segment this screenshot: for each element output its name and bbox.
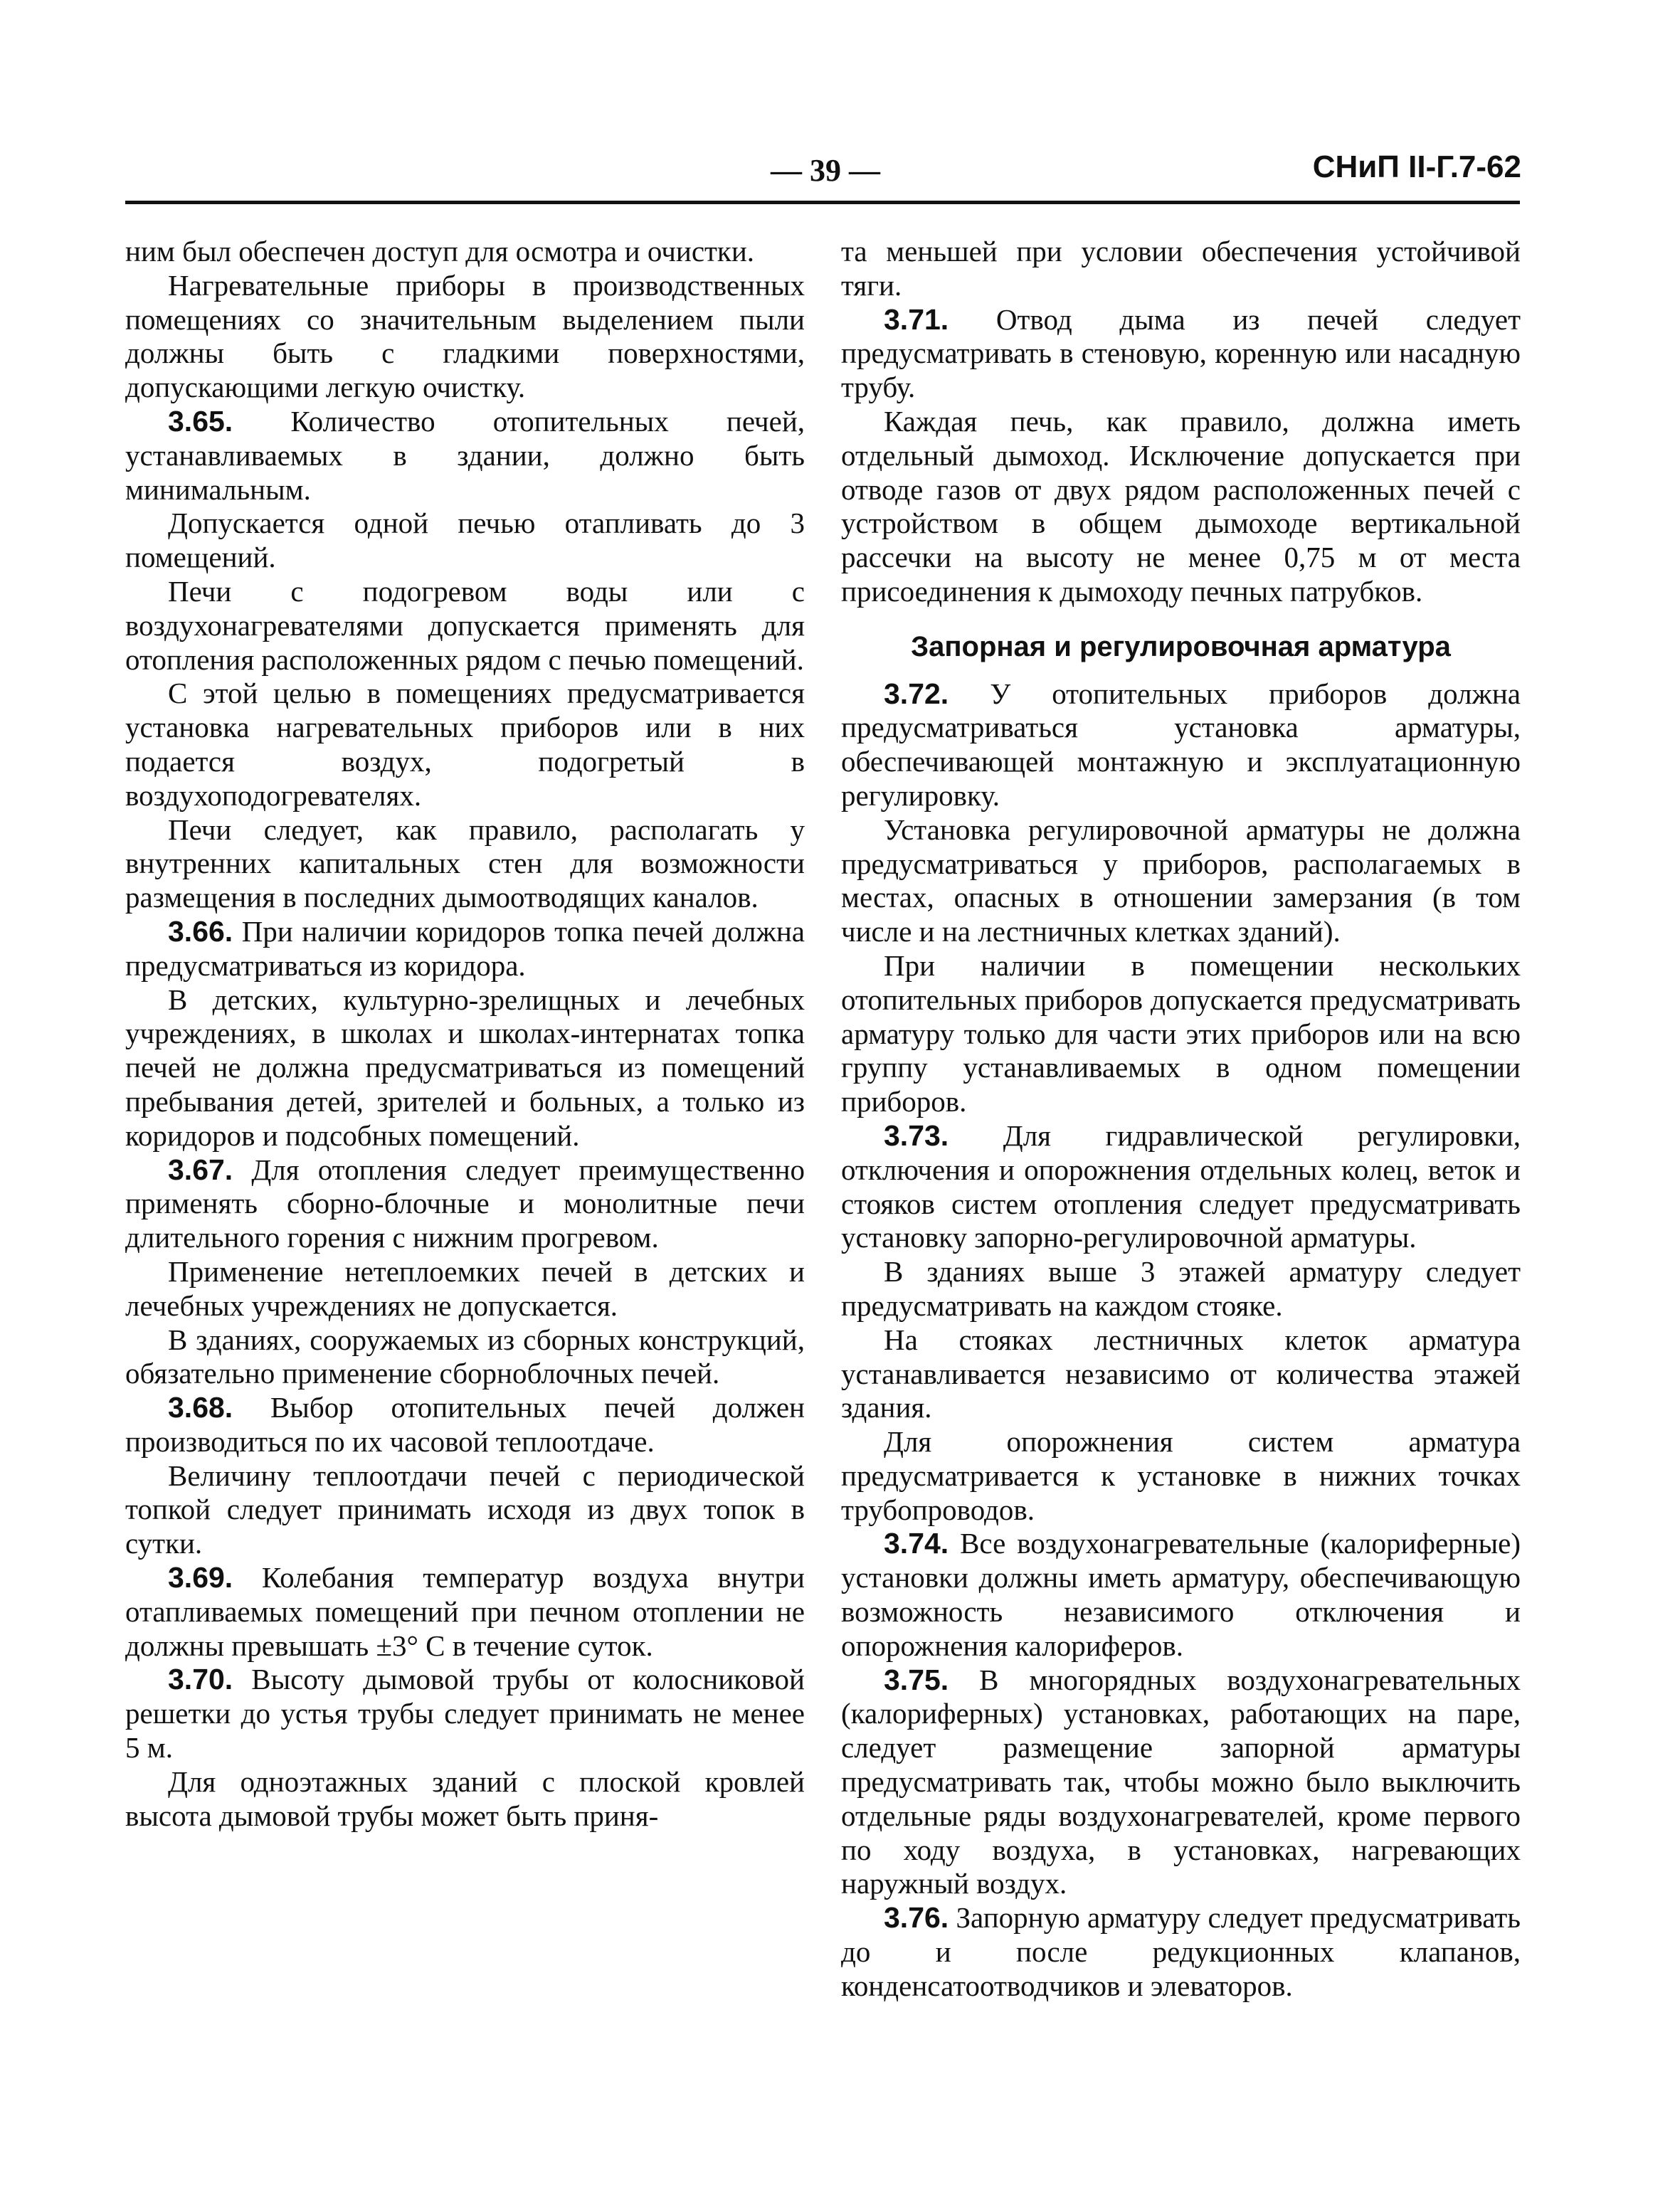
document-code: СНиП II-Г.7-62 bbox=[1312, 149, 1521, 184]
paragraph bbox=[125, 915, 805, 983]
paragraph bbox=[841, 677, 1521, 813]
paragraph-text: Запорную арматуру следует предусматривать до и после редукционных клапанов, конденсатоотводчиков и элеваторов. bbox=[841, 1901, 1521, 2002]
paragraph-text: С этой целью в помещениях предусматривается установка нагревательных приборов или в них подается воздух, подогретый в воздухоподогревателях. bbox=[125, 677, 805, 812]
paragraph-text: Допускается одной печью отапливать до 3 помещений. bbox=[125, 507, 805, 574]
paragraph-text: На стояках лестничных клеток арматура устанавливается независимо от количества этажей здания. bbox=[841, 1323, 1521, 1424]
paragraph-text: У отопительных приборов должна предусматриваться установка арматуры, обеспечивающей монтажную и эксплуатационную регулировку. bbox=[841, 677, 1521, 812]
paragraph-text: Для одноэтажных зданий с плоской кровлей высота дымовой трубы может быть приня- bbox=[125, 1765, 805, 1832]
paragraph bbox=[125, 1255, 805, 1323]
clause-number: 3.75. bbox=[884, 1663, 949, 1696]
paragraph bbox=[125, 813, 805, 915]
paragraph bbox=[125, 983, 805, 1153]
header-rule bbox=[125, 201, 1520, 204]
paragraph bbox=[841, 949, 1521, 1119]
paragraph-text: Для отопления следует преимущественно применять сборно-блочные и монолитные печи длительного горения с нижним прогревом. bbox=[125, 1153, 805, 1254]
paragraph-text: В многорядных воздухонагревательных (калориферных) установках, работающих на паре, следует размещение запорной арматуры предусматривать так, чтобы можно было выключить отдельные ряды воздухонагревателей, кроме первого по ходу воздуха, в установках, нагревающих наружный воздух. bbox=[841, 1663, 1521, 1900]
paragraph-text: Отвод дыма из печей следует предусматривать в стеновую, коренную или насадную трубу. bbox=[841, 302, 1521, 404]
clause-number: 3.67. bbox=[168, 1153, 233, 1186]
paragraph bbox=[841, 1663, 1521, 1902]
paragraph bbox=[125, 507, 805, 575]
paragraph-text: В детских, культурно-зрелищных и лечебных учреждениях, в школах и школах-интернатах топка печей не должна предусматриваться из помещений пребывания детей, зрителей и больных, а только из коридоров и подсобных помещений. bbox=[125, 983, 805, 1152]
paragraph bbox=[125, 1561, 805, 1663]
clause-number: 3.73. bbox=[884, 1118, 949, 1152]
clause-number: 3.70. bbox=[168, 1663, 233, 1696]
paragraph bbox=[125, 1391, 805, 1459]
clause-number: 3.65. bbox=[168, 404, 233, 438]
paragraph-text: Колебания температур воздуха внутри отапливаемых помещений при печном отоплении не должны превышать ±3° C в течение суток. bbox=[125, 1561, 805, 1662]
paragraph bbox=[841, 405, 1521, 609]
clause-number: 3.68. bbox=[168, 1391, 233, 1424]
paragraph-text: Величину теплоотдачи печей с периодической топкой следует принимать исходя из двух топок в сутки. bbox=[125, 1459, 805, 1560]
paragraph bbox=[841, 813, 1521, 949]
clause-number: 3.72. bbox=[884, 677, 949, 710]
paragraph-text: При наличии коридоров топка печей должна предусматриваться из коридора. bbox=[125, 914, 805, 982]
paragraph-text: Каждая печь, как правило, должна иметь отдельный дымоход. Исключение допускается при отводе газов от двух рядом расположенных печей с устройством в общем дымоходе вертикальной рассечки на высоту не менее 0,75 м от места присоединения к дымоходу печных патрубков. bbox=[841, 404, 1521, 608]
clause-number: 3.71. bbox=[884, 302, 949, 336]
paragraph bbox=[125, 575, 805, 677]
clause-number: 3.74. bbox=[884, 1527, 949, 1560]
paragraph-text: При наличии в помещении нескольких отопительных приборов допускается предусматривать арматуру только для части этих приборов или на всю группу устанавливаемых в одном помещении приборов. bbox=[841, 948, 1521, 1118]
paragraph bbox=[125, 1663, 805, 1765]
paragraph-text: Выбор отопительных печей должен производиться по их часовой теплоотдаче. bbox=[125, 1391, 805, 1458]
paragraph-text: Для опорожнения систем арматура предусматривается к установке в нижних точках трубопроводов. bbox=[841, 1425, 1521, 1526]
paragraph bbox=[841, 1255, 1521, 1323]
paragraph-text: В зданиях, сооружаемых из сборных конструкций, обязательно применение сборноблочных печей. bbox=[125, 1323, 805, 1390]
paragraph-text: Для гидравлической регулировки, отключения и опорожнения отдельных колец, веток и стояков систем отопления следует предусматривать установку запорно-регулировочной арматуры. bbox=[841, 1118, 1521, 1254]
left-column bbox=[125, 235, 805, 1833]
page-number: — 39 — bbox=[771, 153, 880, 188]
clause-number: 3.76. bbox=[884, 1901, 949, 1935]
right-column bbox=[841, 235, 1521, 2004]
paragraph-text: Количество отопительных печей, устанавливаемых в здании, должно быть минимальным. bbox=[125, 404, 805, 506]
paragraph bbox=[841, 1901, 1521, 2003]
paragraph bbox=[125, 269, 805, 405]
clause-number: 3.69. bbox=[168, 1561, 233, 1594]
paragraph bbox=[125, 235, 805, 269]
paragraph bbox=[841, 1323, 1521, 1425]
paragraph bbox=[125, 1765, 805, 1834]
paragraph bbox=[125, 405, 805, 507]
paragraph bbox=[841, 1119, 1521, 1255]
paragraph bbox=[841, 1527, 1521, 1663]
paragraph bbox=[125, 1153, 805, 1255]
paragraph bbox=[125, 1459, 805, 1561]
section-heading: Запорная и регулировочная арматура bbox=[911, 630, 1451, 662]
paragraph-text: ним был обеспечен доступ для осмотра и очистки. bbox=[125, 235, 755, 268]
paragraph-text: Все воздухонагревательные (калориферные) установки должны иметь арматуру, обеспечивающую возможность независимого отключения и опорожнения калориферов. bbox=[841, 1527, 1521, 1662]
paragraph-text: Установка регулировочной арматуры не должна предусматриваться у приборов, располагаемых в местах, опасных в отношении замерзания (в том числе и на лестничных клетках зданий). bbox=[841, 813, 1521, 948]
paragraph-text: та меньшей при условии обеспечения устойчивой тяги. bbox=[841, 235, 1521, 302]
paragraph-text: Высоту дымовой трубы от колосниковой решетки до устья трубы следует принимать не менее 5 м. bbox=[125, 1663, 805, 1765]
paragraph bbox=[125, 1323, 805, 1392]
paragraph-text: Применение нетеплоемких печей в детских и лечебных учреждениях не допускается. bbox=[125, 1254, 805, 1322]
paragraph bbox=[841, 1425, 1521, 1527]
paragraph-text: Печи следует, как правило, располагать у внутренних капитальных стен для возможности размещения в последних дымоотводящих каналов. bbox=[125, 813, 805, 914]
paragraph-text: Нагревательные приборы в производственных помещениях со значительным выделением пыли должны быть с гладкими поверхностями, допускающими легкую очистку. bbox=[125, 268, 805, 404]
paragraph bbox=[841, 235, 1521, 303]
paragraph bbox=[125, 677, 805, 813]
paragraph bbox=[841, 303, 1521, 405]
clause-number: 3.66. bbox=[168, 914, 233, 948]
paragraph-text: В зданиях выше 3 этажей арматуру следует предусматривать на каждом стояке. bbox=[841, 1255, 1521, 1322]
paragraph-text: Печи с подогревом воды или с воздухонагревателями допускается применять для отопления расположенных рядом с печью помещений. bbox=[125, 574, 805, 676]
